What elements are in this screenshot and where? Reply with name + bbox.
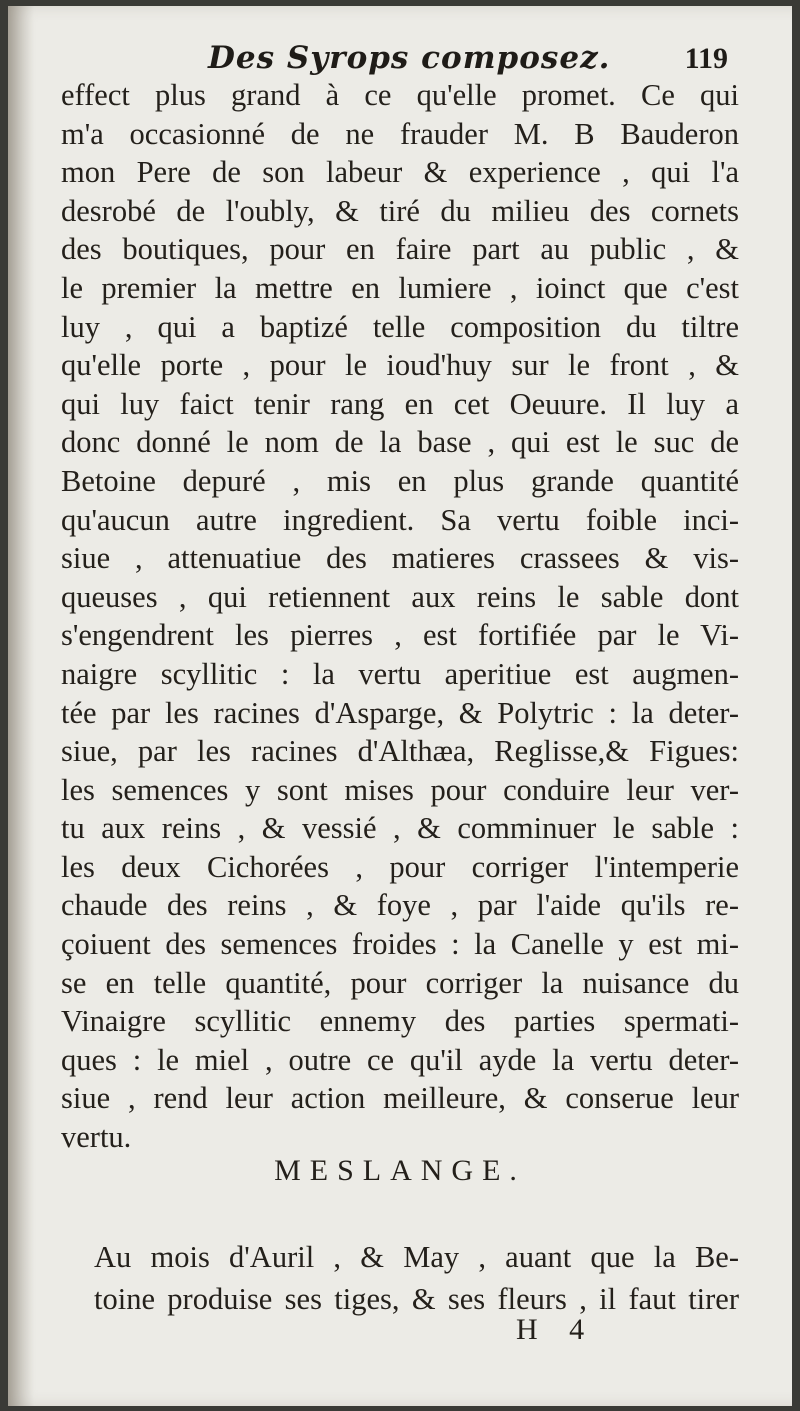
body-paragraph [61,76,739,1157]
text-line: Au mois d'Auril , & May , auant que la Be- [94,1240,739,1274]
text-line: queuses , qui retiennent aux reins le sable dont [61,579,739,614]
text-line: Vinaigre scyllitic ennemy des parties spermati- [61,1004,739,1039]
text-line: toine produise ses tiges, & ses fleurs , il faut tirer [94,1282,739,1316]
signature-mark: H 4 [516,1313,597,1346]
text-line: desrobé de l'oubly, & tiré du milieu des cornets [61,193,739,228]
running-title: Des Syrops composez. [208,40,611,76]
text-line: qu'aucun autre ingredient. Sa vertu foible inci- [61,502,739,537]
text-line: les semences y sont mises pour conduire leur ver- [61,772,739,807]
text-line: luy , qui a baptizé telle composition du tiltre [61,309,739,344]
text-line: tée par les racines d'Asparge, & Polytric : la deter- [61,695,739,730]
text-line: siue, par les racines d'Althæa, Reglisse,& Figues: [61,734,739,769]
text-line: se en telle quantité, pour corriger la nuisance du [61,965,739,1000]
text-line: tu aux reins , & vessié , & comminuer le sable : [61,811,739,846]
section-title: MESLANGE. [274,1154,526,1187]
text-line: naigre scyllitic : la vertu aperitiue est augmen- [61,656,739,691]
page-number: 119 [684,42,728,75]
text-line: m'a occasionné de ne frauder M. B Bauderon [61,116,739,151]
text-line: ques : le miel , outre ce qu'il ayde la vertu deter- [61,1042,739,1077]
book-page [8,6,792,1406]
text-line: mon Pere de son labeur & experience , qui l'a [61,155,739,190]
text-line: siue , rend leur action meilleure, & conserue leur [61,1081,739,1116]
text-line: chaude des reins , & foye , par l'aide qu'ils re- [61,888,739,923]
text-line: s'engendrent les pierres , est fortifiée par le Vi- [61,618,739,653]
second-paragraph [94,1236,739,1320]
text-line: siue , attenuatiue des matieres crassees & vis- [61,541,739,576]
text-line: effect plus grand à ce qu'elle promet. Ce qui [61,78,739,112]
text-line: les deux Cichorées , pour corriger l'intemperie [61,849,739,884]
text-line: qui luy faict tenir rang en cet Oeuure. Il luy a [61,386,739,421]
text-line: donc donné le nom de la base , qui est le suc de [61,425,739,460]
text-line: vertu. [61,1120,132,1155]
text-line: qu'elle porte , pour le ioud'huy sur le front , & [61,348,739,383]
text-line: Betoine depuré , mis en plus grande quantité [61,463,739,498]
text-line: le premier la mettre en lumiere , ioinct que c'est [61,270,739,305]
text-line: des boutiques, pour en faire part au public , & [61,232,739,267]
page-gutter-shadow [8,6,34,1406]
text-line: çoiuent des semences froides : la Canelle y est mi- [61,927,739,962]
